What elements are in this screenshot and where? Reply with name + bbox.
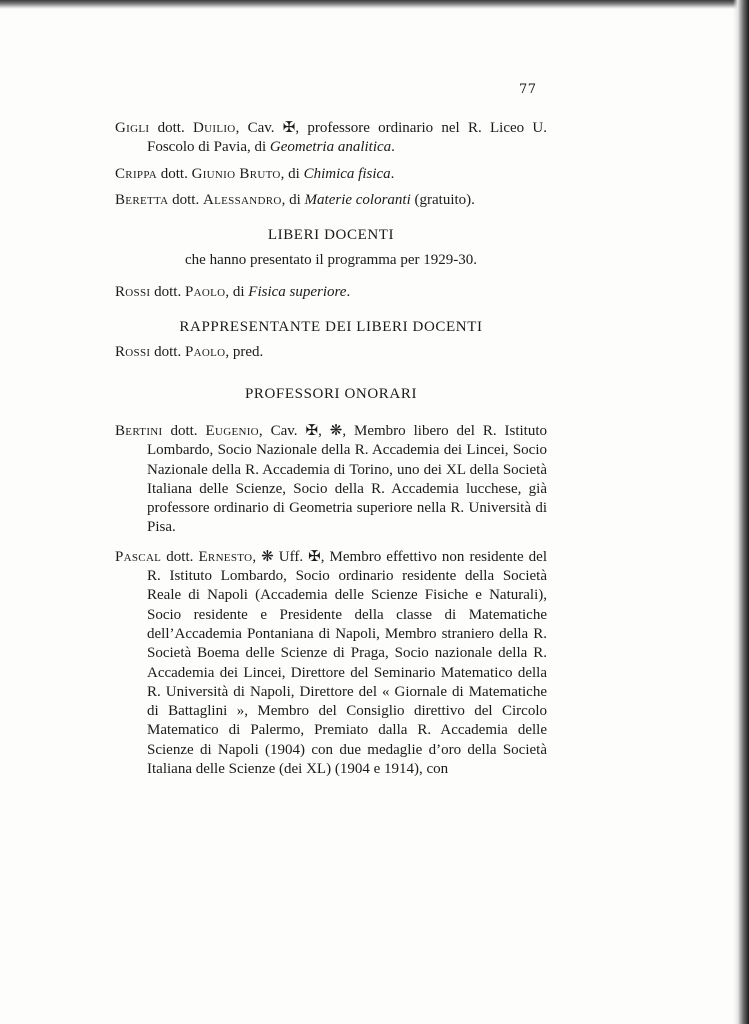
entry-name: Duilio: [192, 120, 236, 136]
entry-text: , ❋ Uff. ✠, Membro effettivo non residente del R. Istituto Lombardo, Socio ordinario residente della Società Reale di Napoli (Accademia delle Scienze Fisiche e Naturali), Socio residente e Presidente della classe di Matematiche dell’Accademia Pontaniana di Napoli, Membro straniero della R. Società Boema delle Scienze di Praga, Socio nazionale della R. Accademia dei Lincei, Direttore del Seminario Matematico della R. Università di Napoli, Direttore del « Giornale di Matematiche di Battaglini », Membro del Consiglio direttivo del Circolo Matematico di Palermo, Premiato dalla R. Accademia delle Scienze di Napoli (1904) con due medaglie d’oro della Società Italiana delle Scienze (dei XL) (1904 e 1914), con: [147, 548, 548, 778]
entry-surname: Gigli: [115, 120, 150, 136]
entry-rossi-rappresentante: [115, 343, 547, 362]
entry-text: , di: [280, 165, 304, 182]
entry-subject: Chimica fisica: [303, 165, 391, 182]
entry-end: (gratuito).: [410, 191, 475, 208]
entry-end: .: [391, 139, 395, 156]
entry-crippa: [115, 165, 547, 184]
entry-bertini: [115, 422, 547, 538]
entry-text: , di: [225, 283, 249, 300]
entry-gigli: [115, 119, 547, 158]
entry-title: dott.: [154, 283, 182, 300]
entry-name: Paolo: [184, 344, 226, 361]
scan-right-edge: [733, 0, 749, 1024]
entry-beretta: [115, 191, 547, 210]
scan-top-edge: [0, 0, 749, 9]
entry-title: dott.: [170, 422, 198, 439]
section-heading-professori-onorari: PROFESSORI ONORARI: [244, 385, 418, 402]
entry-end: .: [390, 165, 395, 182]
entry-subject: Materie coloranti: [304, 191, 411, 208]
page-number: 77: [519, 82, 537, 97]
entry-surname: Beretta: [115, 191, 169, 208]
entry-title: dott.: [172, 191, 200, 208]
entry-name: Ernesto: [198, 548, 253, 565]
entry-subject: Geometria analitica: [269, 139, 392, 156]
entry-name: Eugenio: [205, 422, 259, 439]
entry-rossi: [115, 283, 547, 302]
entry-name: Giunio Bruto: [191, 165, 281, 182]
entry-title: dott.: [166, 548, 194, 565]
entry-name: Alessandro: [202, 191, 282, 208]
entry-pascal: [115, 548, 547, 780]
entry-text: , Cav. ✠, professore ordinario nel R. Liceo U. Foscolo di Pavia, di: [147, 120, 548, 156]
entry-text: , Cav. ✠, ❋, Membro libero del R. Istituto Lombardo, Socio Nazionale della R. Accademia dei Lincei, Socio Nazionale della R. Accademia di Torino, uno dei XL della Società Italiana delle Scienze, Socio della R. Accademia lucchese, già professore ordinario di Geometria superiore nella R. Università di Pisa.: [147, 422, 548, 536]
entry-surname: Crippa: [115, 165, 157, 182]
entry-subject: Fisica superiore: [248, 283, 347, 300]
entry-text: , pred.: [225, 344, 264, 361]
page-body: [115, 119, 547, 786]
section-heading-rappresentante: RAPPRESENTANTE DEI LIBERI DOCENTI: [179, 319, 483, 336]
entry-end: .: [346, 283, 351, 300]
entry-text: , di: [281, 191, 305, 208]
entry-name: Paolo: [184, 283, 226, 300]
entry-title: dott.: [160, 165, 188, 182]
entry-title: dott.: [154, 344, 182, 361]
entry-surname: Pascal: [115, 548, 162, 565]
entry-title: dott.: [157, 120, 185, 136]
entry-surname: Rossi: [115, 283, 151, 300]
section-heading-liberi-docenti: LIBERI DOCENTI: [267, 227, 395, 244]
entry-surname: Bertini: [115, 422, 163, 439]
entry-surname: Rossi: [115, 344, 151, 361]
section-subheading: che hanno presentato il programma per 1929-30.: [185, 252, 477, 269]
